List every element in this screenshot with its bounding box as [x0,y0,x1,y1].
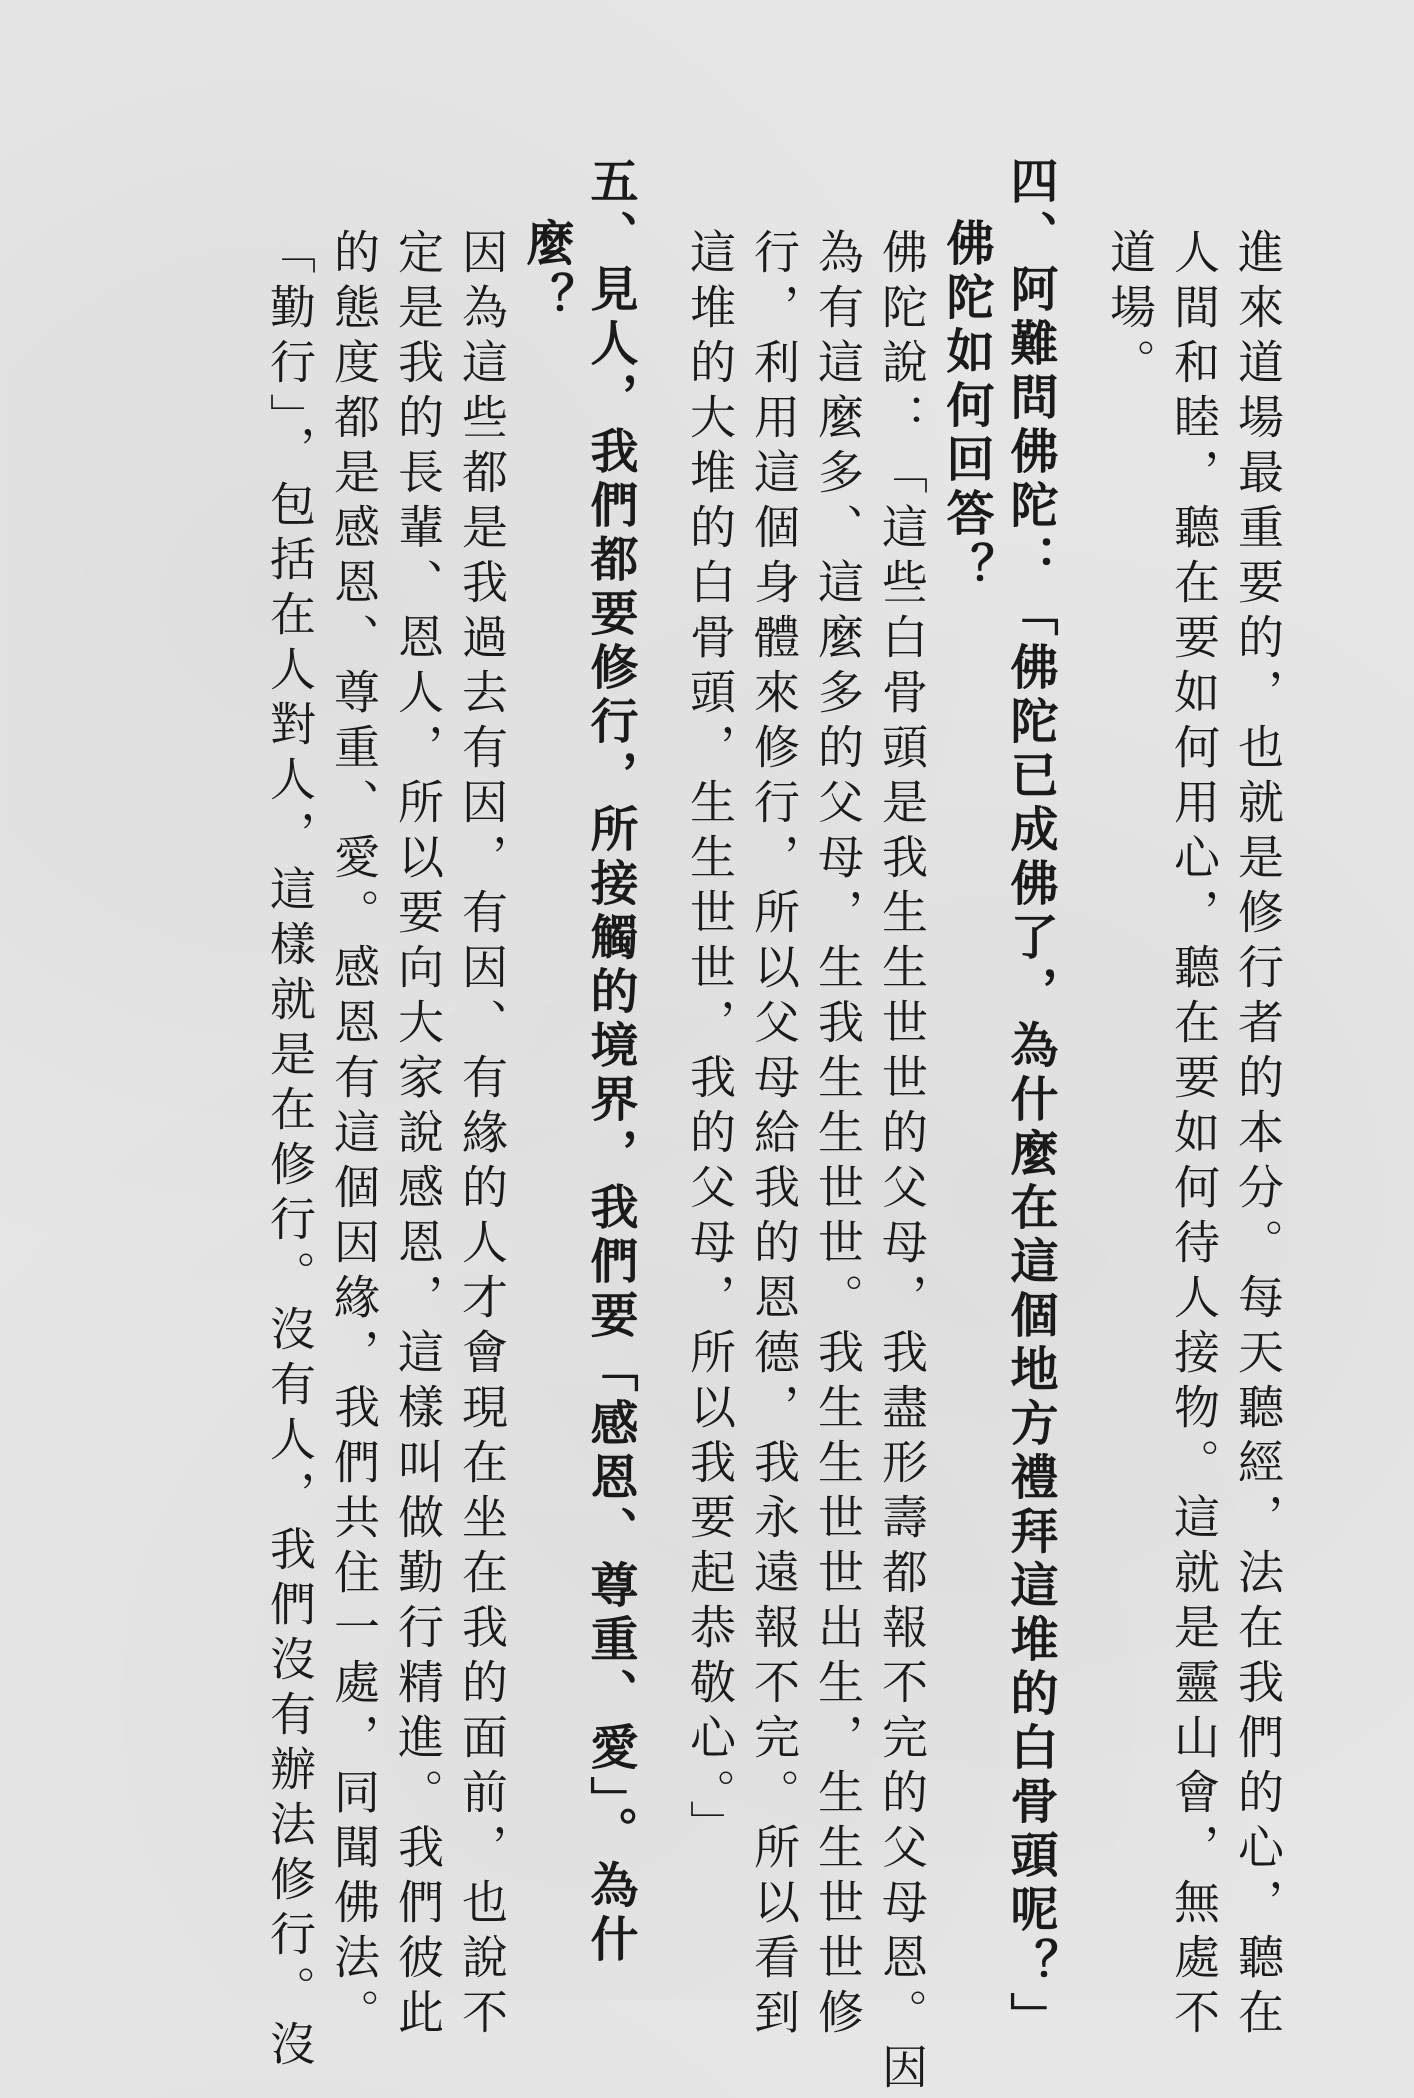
section-heading-5-cont: 麼？ [518,218,574,326]
body-column: 人間和睦，聽在要如何用心，聽在要如何待人接物。這就是靈山會，無處不 [1167,228,1221,2043]
body-column: 因為這些都是我過去有因，有因、有緣的人才會現在坐在我的面前，也說不 [455,228,509,2043]
body-column: 這堆的大堆的白骨頭，生生世世，我的父母，所以我要起恭敬心。」 [683,228,737,1855]
body-column: 道場。 [1103,228,1157,393]
body-column: 為有這麼多、這麼多的父母，生我生生世世。我生生世世出生，生生世世修 [811,228,865,2043]
body-column: 佛陀說：「這些白骨頭是我生生世世的父母，我盡形壽都報不完的父母恩。因 [875,228,929,2098]
body-column: 行，利用這個身體來修行，所以父母給我的恩德，我永遠報不完。所以看到 [747,228,801,2043]
section-heading-4: 四、阿難問佛陀：「佛陀已成佛了，為什麼在這個地方禮拜這堆的白骨頭呢？」 [1002,156,1058,2046]
section-heading-4-cont: 佛陀如何回答？ [938,218,994,596]
body-column: 「勤行」，包括在人對人，這樣就是在修行。沒有人，我們沒有辦法修行。沒 [263,228,317,2075]
body-column: 的態度都是感恩、尊重、愛。感恩有這個因緣，我們共住一處，同聞佛法。 [327,228,381,2043]
vertical-text-page [200,156,1290,2098]
section-heading-5: 五、見人，我們都要修行，所接觸的境界，我們要「感恩、尊重、愛」。為什 [582,156,638,1968]
body-column: 定是我的長輩、恩人，所以要向大家說感恩，這樣叫做勤行精進。我們彼此 [391,228,445,2043]
body-column: 進來道場最重要的，也就是修行者的本分。每天聽經，法在我們的心，聽在 [1231,228,1285,2043]
